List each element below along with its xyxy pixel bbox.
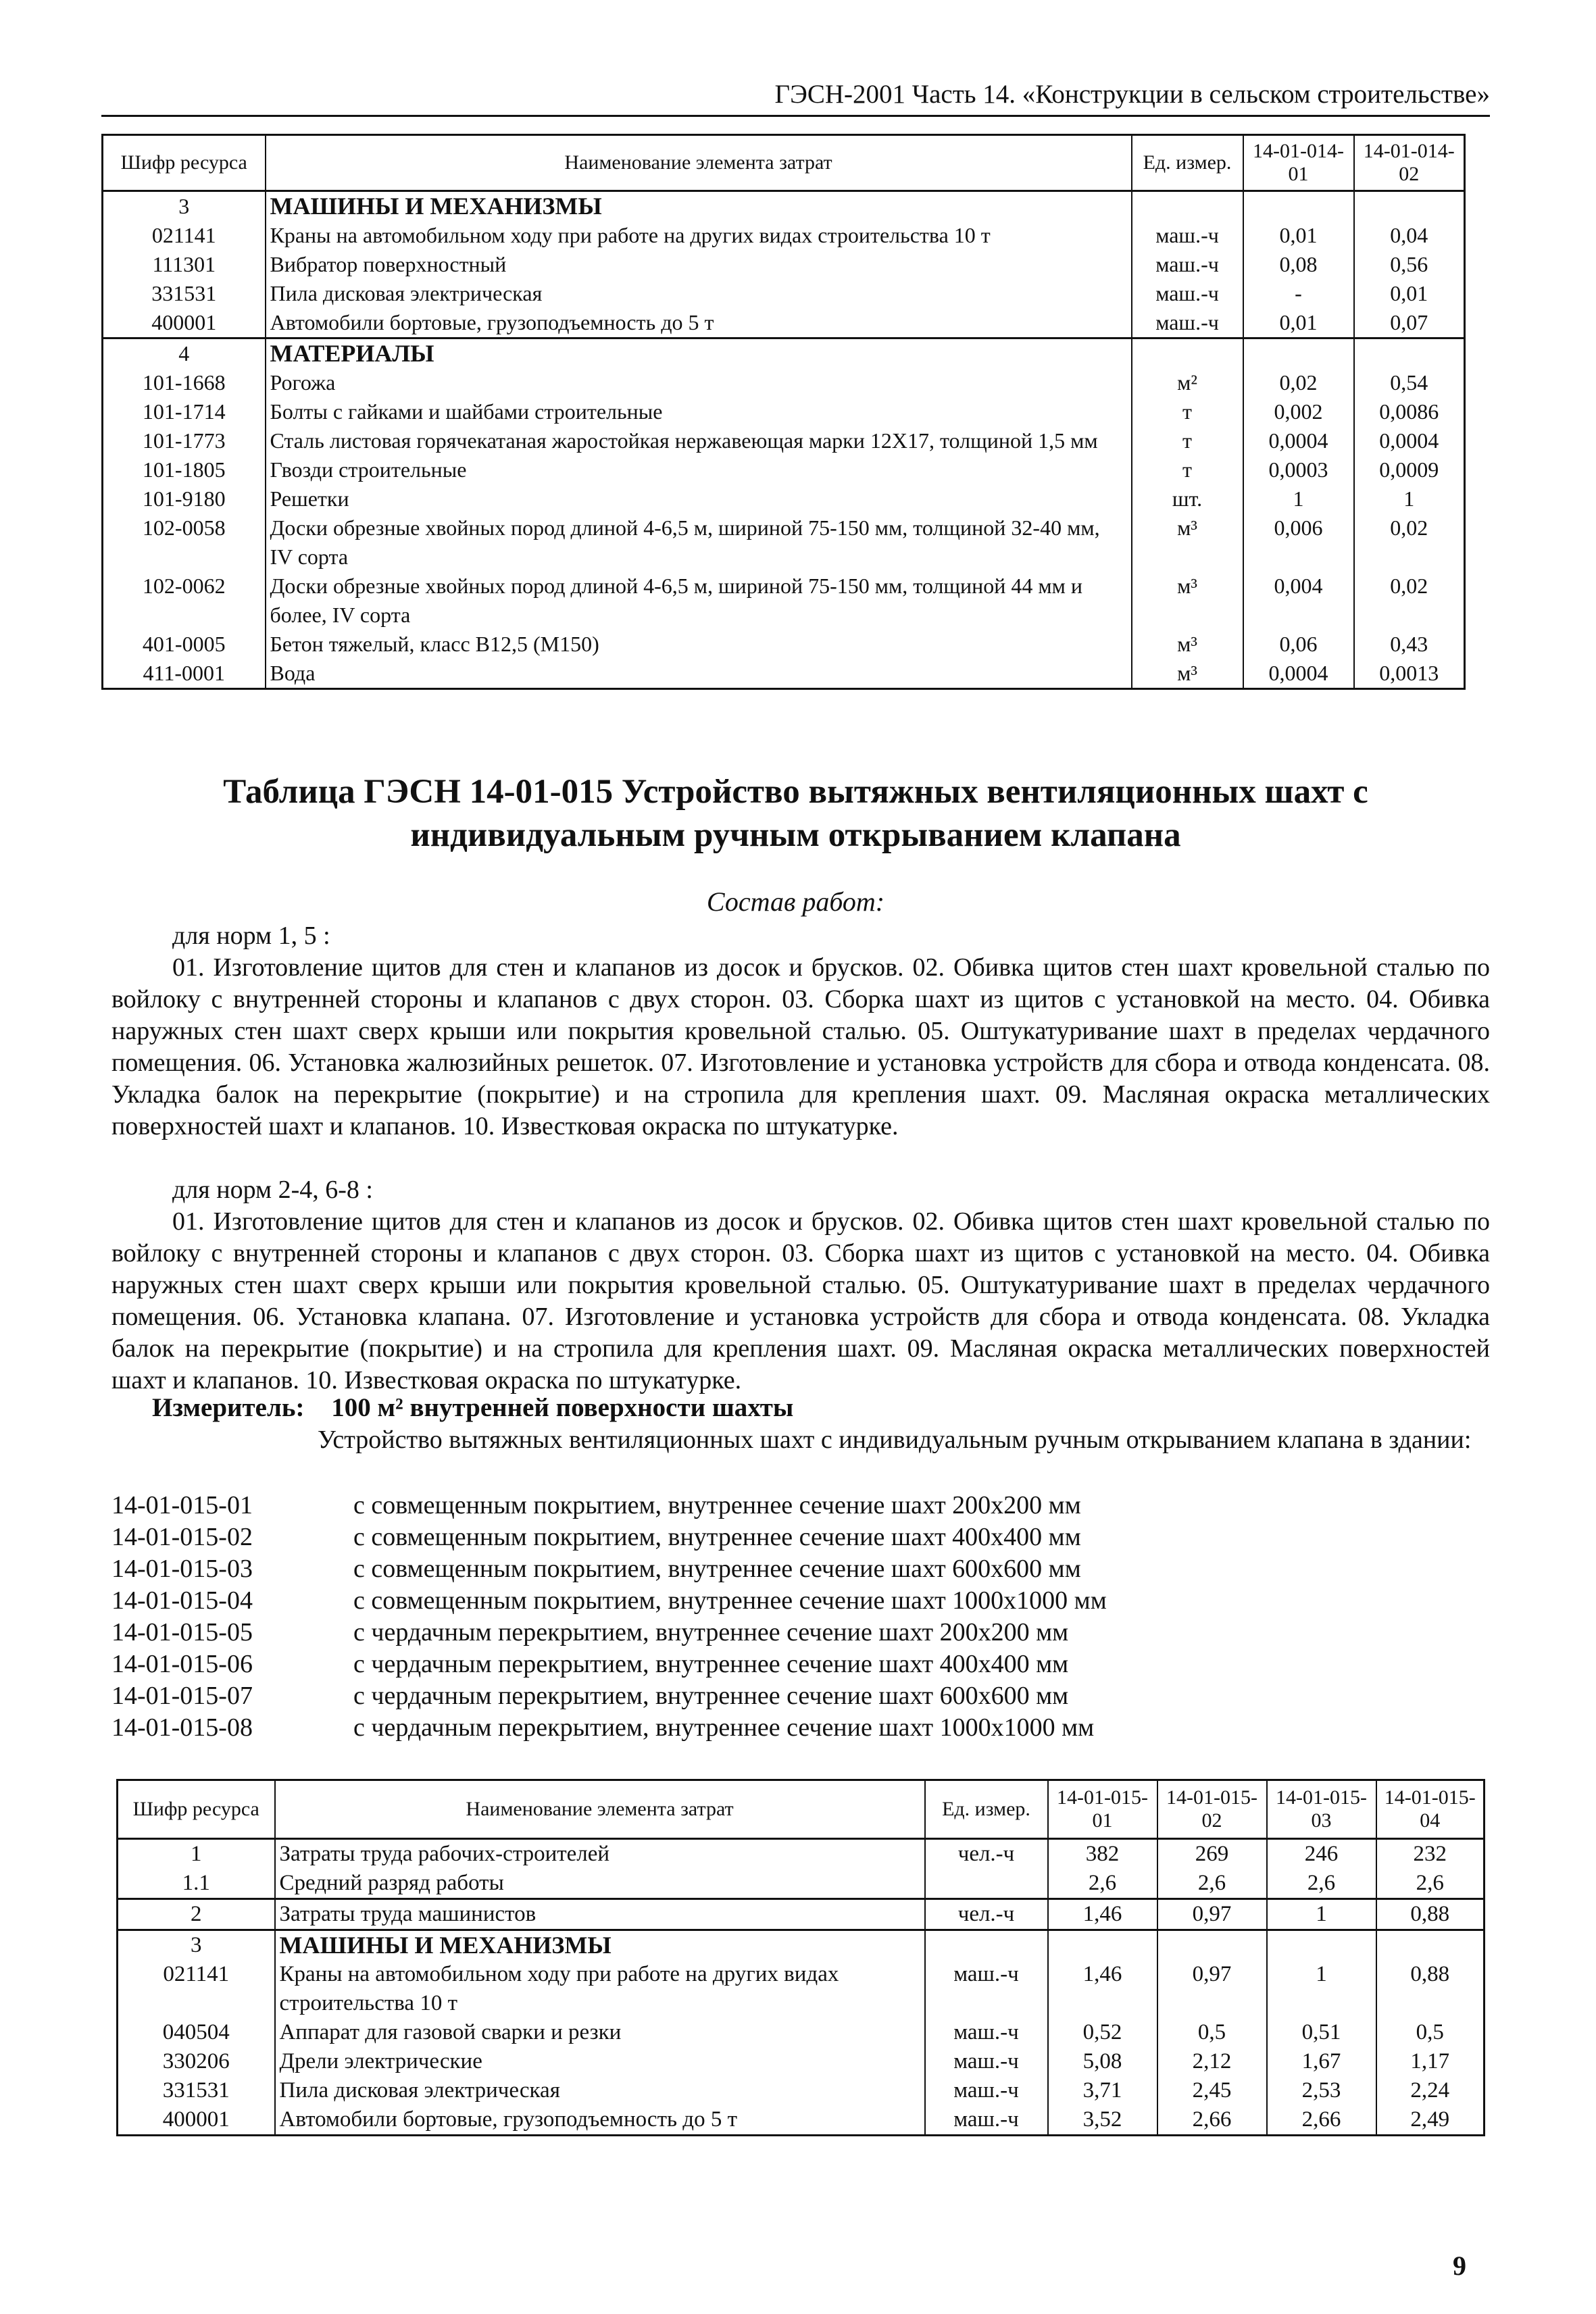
norm-code: 14-01-015-04 [111, 1586, 253, 1615]
resource-code: 102-0062 [103, 572, 266, 630]
empty-cell [1376, 1930, 1485, 1961]
section-row [103, 338, 1465, 369]
running-header: ГЭСН-2001 Часть 14. «Конструкции в сельском строительстве» [774, 80, 1490, 109]
empty-cell [1157, 1930, 1267, 1961]
resource-name: Затраты труда машинистов [275, 1899, 925, 1930]
resource-unit: м³ [1132, 630, 1243, 659]
empty-cell [1354, 191, 1465, 222]
resource-name: Автомобили бортовые, грузоподъемность до 5 т [275, 2105, 925, 2136]
resource-unit: маш.-ч [1132, 279, 1243, 308]
norm-code: 14-01-015-08 [111, 1713, 253, 1742]
col-header-name: Наименование элемента затрат [266, 135, 1132, 191]
empty-cell [1243, 191, 1354, 222]
norm-description: с совмещенным покрытием, внутреннее сечение шахт 200х200 мм [353, 1491, 1081, 1519]
resource-name: Краны на автомобильном ходу при работе на других видах строительства 10 т [275, 1960, 925, 2018]
norm-value: 0,52 [1048, 2018, 1157, 2047]
resource-code: 400001 [118, 2105, 275, 2136]
resource-code: 102-0058 [103, 513, 266, 572]
measure-line [152, 1392, 793, 1424]
norm-value: 0,04 [1354, 221, 1465, 250]
norm-value: 2,66 [1157, 2105, 1267, 2136]
col-header-norm: 14-01-015-01 [1048, 1780, 1157, 1839]
norm-code: 14-01-015-02 [111, 1523, 253, 1551]
norm-value: 1 [1243, 484, 1354, 513]
norm-value: 0,0013 [1354, 659, 1465, 689]
norm-value: 1,46 [1048, 1960, 1157, 2018]
norm-value: 0,01 [1243, 308, 1354, 338]
norm-value: 2,24 [1376, 2076, 1485, 2105]
norm-value: 0,54 [1354, 368, 1465, 397]
table-row [103, 308, 1465, 338]
norm-code: 14-01-015-01 [111, 1491, 253, 1519]
col-header-name: Наименование элемента затрат [275, 1780, 925, 1839]
resource-name: Автомобили бортовые, грузоподъемность до 5 т [266, 308, 1132, 338]
resource-table-14-01-015 [116, 1779, 1485, 2136]
norm-list-item [111, 1490, 1490, 1521]
col-header-unit: Ед. измер. [925, 1780, 1048, 1839]
norm-description: с чердачным перекрытием, внутреннее сечение шахт 400х400 мм [353, 1650, 1069, 1678]
col-header-norm: 14-01-015-03 [1267, 1780, 1376, 1839]
resource-name: Рогожа [266, 368, 1132, 397]
norm-value: 2,12 [1157, 2047, 1267, 2076]
resource-code: 040504 [118, 2018, 275, 2047]
resource-code: 021141 [103, 221, 266, 250]
resource-code: 021141 [118, 1960, 275, 2018]
norm-list-item [111, 1585, 1490, 1617]
table-row [103, 279, 1465, 308]
empty-cell [1354, 338, 1465, 369]
norm-value: 2,6 [1157, 1869, 1267, 1899]
norm-value: 0,0009 [1354, 455, 1465, 484]
work-steps-text: 01. Изготовление щитов для стен и клапанов из досок и брусков. 02. Обивка щитов стен шахт кровельной сталью по войлоку с внутренней стороны и клапанов с двух сторон. 03. Сборка шахт из щитов с установкой на место. 04. Обивка наружных стен шахт сверх крыши или покрытия кровельной сталью. 05. Оштукатуривание шахт в пределах чердачного помещения. 06. Установка клапана. 07. Изготовление и установка устройств для сбора и отвода конденсата. 08. Укладка балок на перекрытие (покрытие) и на стропила для крепления шахт. 09. Масляная окраска металлических поверхностей шахт и клапанов. 10. Известковая окраска по штукатурке. [111, 1207, 1490, 1394]
norm-description: с совмещенным покрытием, внутреннее сечение шахт 600х600 мм [353, 1555, 1081, 1583]
resource-code: 331531 [118, 2076, 275, 2105]
resource-code: 330206 [118, 2047, 275, 2076]
resource-table-14-01-014 [101, 134, 1466, 690]
resource-name: Решетки [266, 484, 1132, 513]
norm-code: 14-01-015-05 [111, 1618, 253, 1646]
resource-name: Затраты труда рабочих-строителей [275, 1839, 925, 1869]
resource-unit: чел.-ч [925, 1899, 1048, 1930]
resource-name: Вибратор поверхностный [266, 250, 1132, 279]
table-row [103, 221, 1465, 250]
norm-value: 0,006 [1243, 513, 1354, 572]
resource-code: 111301 [103, 250, 266, 279]
resource-name: Вода [266, 659, 1132, 689]
norm-value: 0,02 [1243, 368, 1354, 397]
empty-cell [1048, 1930, 1157, 1961]
resource-name: Пила дисковая электрическая [266, 279, 1132, 308]
norm-value: 382 [1048, 1839, 1157, 1869]
norm-description: с чердачным перекрытием, внутреннее сечение шахт 1000х1000 мм [353, 1713, 1095, 1742]
resource-name: Средний разряд работы [275, 1869, 925, 1899]
table-row [118, 2105, 1485, 2136]
resource-unit: маш.-ч [925, 2018, 1048, 2047]
resource-name: Болты с гайками и шайбами строительные [266, 397, 1132, 426]
norm-value: 0,02 [1354, 513, 1465, 572]
norm-value: 0,97 [1157, 1960, 1267, 2018]
norm-description: с совмещенным покрытием, внутреннее сечение шахт 400х400 мм [353, 1523, 1081, 1551]
norm-value: 0,5 [1157, 2018, 1267, 2047]
norm-value: 0,0086 [1354, 397, 1465, 426]
table-row [118, 2018, 1485, 2047]
norm-value: 0,02 [1354, 572, 1465, 630]
col-header-code: Шифр ресурса [103, 135, 266, 191]
table-row [103, 572, 1465, 630]
section-title: МАШИНЫ И МЕХАНИЗМЫ [266, 191, 1132, 222]
resource-unit: т [1132, 455, 1243, 484]
resource-unit: маш.-ч [925, 2105, 1048, 2136]
norm-value: 0,004 [1243, 572, 1354, 630]
norm-value: 0,0003 [1243, 455, 1354, 484]
norm-value: 0,0004 [1243, 659, 1354, 689]
norm-group-label: для норм 2-4, 6-8 : [172, 1176, 373, 1204]
resource-code: 331531 [103, 279, 266, 308]
empty-cell [1132, 191, 1243, 222]
norm-value: 0,5 [1376, 2018, 1485, 2047]
norm-value: 1 [1354, 484, 1465, 513]
norm-code: 14-01-015-03 [111, 1555, 253, 1583]
norm-value: 2,66 [1267, 2105, 1376, 2136]
norm-list-item [111, 1649, 1490, 1680]
table-row [118, 2047, 1485, 2076]
norm-value: 0,06 [1243, 630, 1354, 659]
resource-unit [925, 1869, 1048, 1899]
norm-value: 1 [1267, 1899, 1376, 1930]
norm-value: 232 [1376, 1839, 1485, 1869]
norm-value: 246 [1267, 1839, 1376, 1869]
table-row [103, 630, 1465, 659]
norm-value: 1,67 [1267, 2047, 1376, 2076]
header-rule [101, 115, 1490, 117]
norm-value: 3,71 [1048, 2076, 1157, 2105]
section-title: МАТЕРИАЛЫ [266, 338, 1132, 369]
norm-value: 2,6 [1048, 1869, 1157, 1899]
table-row [118, 1899, 1485, 1930]
norm-value: 2,49 [1376, 2105, 1485, 2136]
measure-value: 100 м² внутренней поверхности шахты [331, 1393, 794, 1422]
empty-cell [1243, 338, 1354, 369]
resource-name: Гвозди строительные [266, 455, 1132, 484]
resource-name: Пила дисковая электрическая [275, 2076, 925, 2105]
norm-value: 2,53 [1267, 2076, 1376, 2105]
norm-value: 0,88 [1376, 1960, 1485, 2018]
table-row [103, 659, 1465, 689]
resource-unit: маш.-ч [925, 2076, 1048, 2105]
resource-unit: шт. [1132, 484, 1243, 513]
resource-code: 101-1668 [103, 368, 266, 397]
resource-code: 411-0001 [103, 659, 266, 689]
resource-unit: маш.-ч [925, 2047, 1048, 2076]
norm-description: с совмещенным покрытием, внутреннее сечение шахт 1000х1000 мм [353, 1586, 1107, 1615]
resource-unit: чел.-ч [925, 1839, 1048, 1869]
col-header-norm: 14-01-015-04 [1376, 1780, 1485, 1839]
resource-code: 2 [118, 1899, 275, 1930]
norm-value: 5,08 [1048, 2047, 1157, 2076]
norm-value: 1,46 [1048, 1899, 1157, 1930]
table-row [118, 1869, 1485, 1899]
resource-name: Доски обрезные хвойных пород длиной 4-6,5 м, шириной 75-150 мм, толщиной 44 мм и более, IV сорта [266, 572, 1132, 630]
col-header-unit: Ед. измер. [1132, 135, 1243, 191]
resource-name: Сталь листовая горячекатаная жаростойкая нержавеющая марки 12Х17, толщиной 1,5 мм [266, 426, 1132, 455]
norm-value: 0,0004 [1243, 426, 1354, 455]
col-header-norm: 14-01-014-02 [1354, 135, 1465, 191]
resource-name: Краны на автомобильном ходу при работе на других видах строительства 10 т [266, 221, 1132, 250]
col-header-norm: 14-01-015-02 [1157, 1780, 1267, 1839]
table-row [103, 368, 1465, 397]
measure-description: Устройство вытяжных вентиляционных шахт с индивидуальным ручным открыванием клапана в здании: [318, 1426, 1472, 1454]
resource-name: Дрели электрические [275, 2047, 925, 2076]
col-header-norm: 14-01-014-01 [1243, 135, 1354, 191]
section-row [118, 1930, 1485, 1961]
norm-list-item [111, 1521, 1490, 1553]
empty-cell [1132, 338, 1243, 369]
section-code: 4 [103, 338, 266, 369]
table-row [103, 397, 1465, 426]
resource-code: 101-1805 [103, 455, 266, 484]
table-row [103, 426, 1465, 455]
section-code: 3 [103, 191, 266, 222]
resource-name: Бетон тяжелый, класс В12,5 (М150) [266, 630, 1132, 659]
table-row [103, 455, 1465, 484]
resource-code: 1.1 [118, 1869, 275, 1899]
resource-unit: т [1132, 397, 1243, 426]
table-row [118, 1960, 1485, 2018]
norm-value: 0,01 [1354, 279, 1465, 308]
norm-value: 2,45 [1157, 2076, 1267, 2105]
norm-value: 0,002 [1243, 397, 1354, 426]
norm-list-item [111, 1617, 1490, 1649]
norm-value: 2,6 [1376, 1869, 1485, 1899]
norm-code: 14-01-015-07 [111, 1682, 253, 1710]
resource-unit: маш.-ч [1132, 221, 1243, 250]
table-row [103, 513, 1465, 572]
composition-group-2 [111, 1174, 1490, 1397]
resource-code: 401-0005 [103, 630, 266, 659]
composition-group-1 [111, 920, 1490, 1142]
norm-value: 269 [1157, 1839, 1267, 1869]
resource-code: 1 [118, 1839, 275, 1869]
resource-unit: м² [1132, 368, 1243, 397]
composition-heading: Состав работ: [706, 886, 885, 917]
norm-list-item [111, 1680, 1490, 1712]
norm-code: 14-01-015-06 [111, 1650, 253, 1678]
section-code: 3 [118, 1930, 275, 1961]
norm-list [111, 1490, 1490, 1744]
norm-description: с чердачным перекрытием, внутреннее сечение шахт 200х200 мм [353, 1618, 1069, 1646]
resource-code: 101-9180 [103, 484, 266, 513]
norm-description: с чердачным перекрытием, внутреннее сечение шахт 600х600 мм [353, 1682, 1069, 1710]
norm-list-item [111, 1712, 1490, 1744]
page-number: 9 [1453, 2250, 1466, 2281]
resource-name: Аппарат для газовой сварки и резки [275, 2018, 925, 2047]
norm-group-label: для норм 1, 5 : [172, 922, 330, 950]
resource-unit: маш.-ч [925, 1960, 1048, 2018]
measure-label: Измеритель: [152, 1393, 305, 1422]
norm-list-item [111, 1553, 1490, 1585]
section-title: МАШИНЫ И МЕХАНИЗМЫ [275, 1930, 925, 1961]
norm-value: 0,01 [1243, 221, 1354, 250]
resource-unit: м³ [1132, 659, 1243, 689]
norm-value: 0,08 [1243, 250, 1354, 279]
norm-value: 1 [1267, 1960, 1376, 2018]
resource-unit: м³ [1132, 572, 1243, 630]
col-header-code: Шифр ресурса [118, 1780, 275, 1839]
section-row [103, 191, 1465, 222]
norm-value: 0,07 [1354, 308, 1465, 338]
table-row [118, 2076, 1485, 2105]
resource-unit: маш.-ч [1132, 308, 1243, 338]
resource-code: 101-1773 [103, 426, 266, 455]
norm-value: 0,97 [1157, 1899, 1267, 1930]
resource-name: Доски обрезные хвойных пород длиной 4-6,5 м, шириной 75-150 мм, толщиной 32-40 мм, IV сорта [266, 513, 1132, 572]
norm-value: 0,56 [1354, 250, 1465, 279]
work-steps-text: 01. Изготовление щитов для стен и клапанов из досок и брусков. 02. Обивка щитов стен шахт кровельной сталью по войлоку с внутренней стороны и клапанов с двух сторон. 03. Сборка шахт из щитов с установкой на место. 04. Обивка наружных стен шахт сверх крыши или покрытия кровельной сталью. 05. Оштукатуривание шахт в пределах чердачного помещения. 06. Установка жалюзийных решеток. 07. Изготовление и установка устройств для сбора и отвода конденсата. 08. Укладка балок на перекрытие (покрытие) и на стропила для крепления шахт. 09. Масляная окраска металлических поверхностей шахт и клапанов. 10. Известковая окраска по штукатурке. [111, 953, 1490, 1140]
norm-value: 0,88 [1376, 1899, 1485, 1930]
norm-value: 0,51 [1267, 2018, 1376, 2047]
resource-code: 400001 [103, 308, 266, 338]
norm-value: 1,17 [1376, 2047, 1485, 2076]
table-row [103, 250, 1465, 279]
norm-value: 3,52 [1048, 2105, 1157, 2136]
resource-code: 101-1714 [103, 397, 266, 426]
table-title: Таблица ГЭСН 14-01-015 Устройство вытяжных вентиляционных шахт с индивидуальным ручным открыванием клапана [223, 773, 1368, 854]
table-row [103, 484, 1465, 513]
norm-value: 0,0004 [1354, 426, 1465, 455]
resource-unit: маш.-ч [1132, 250, 1243, 279]
table-row [118, 1839, 1485, 1869]
norm-value: 2,6 [1267, 1869, 1376, 1899]
empty-cell [1267, 1930, 1376, 1961]
resource-unit: м³ [1132, 513, 1243, 572]
norm-value: 0,43 [1354, 630, 1465, 659]
resource-unit: т [1132, 426, 1243, 455]
norm-value: - [1243, 279, 1354, 308]
empty-cell [925, 1930, 1048, 1961]
